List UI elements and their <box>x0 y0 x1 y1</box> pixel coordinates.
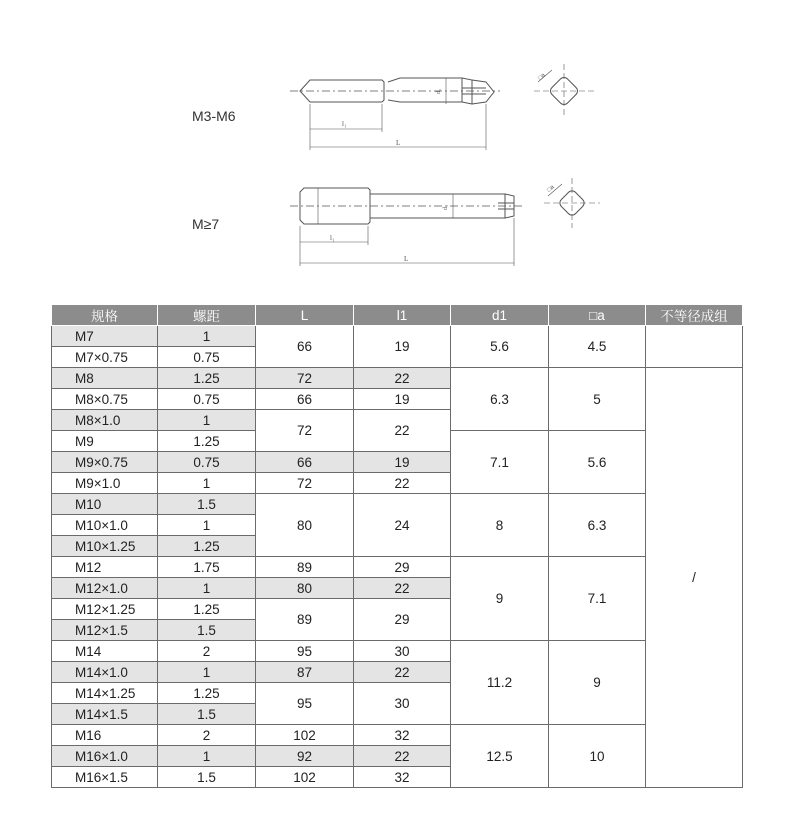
cell-a: 6.3 <box>549 494 646 557</box>
cell-l1: 19 <box>354 389 451 410</box>
cell-spec: M9 <box>52 431 158 452</box>
cell-L: 89 <box>256 599 354 641</box>
cell-spec: M14×1.25 <box>52 683 158 704</box>
cell-d1: 12.5 <box>451 725 549 788</box>
cell-spec: M16 <box>52 725 158 746</box>
cell-pitch: 1 <box>158 578 256 599</box>
table-row <box>52 725 743 746</box>
cell-a: 4.5 <box>549 326 646 368</box>
dim-l1-bottom: l₁ <box>330 234 335 242</box>
header-pitch: 螺距 <box>158 305 256 326</box>
cell-L: 80 <box>256 578 354 599</box>
cell-spec: M8×0.75 <box>52 389 158 410</box>
cell-l1: 19 <box>354 326 451 368</box>
cell-a: 5.6 <box>549 431 646 494</box>
figure-label-m7: M≥7 <box>192 216 220 232</box>
cell-spec: M12×1.5 <box>52 620 158 641</box>
cell-d1: 8 <box>451 494 549 557</box>
dim-l1-top: l₁ <box>342 120 347 128</box>
cell-spec: M10×1.0 <box>52 515 158 536</box>
figure-label-m3-m6: M3-M6 <box>192 108 236 124</box>
cell-pitch: 1.5 <box>158 704 256 725</box>
cell-pitch: 1.5 <box>158 620 256 641</box>
tap-drawing-m3-m6 <box>290 78 500 150</box>
cell-pitch: 1 <box>158 746 256 767</box>
cell-spec: M7 <box>52 326 158 347</box>
cell-pitch: 0.75 <box>158 452 256 473</box>
dim-a-top: □a <box>537 72 547 82</box>
table-row <box>52 368 743 389</box>
table-row <box>52 326 743 347</box>
cell-pitch: 1.5 <box>158 494 256 515</box>
cell-pitch: 1.5 <box>158 767 256 788</box>
cell-spec: M7×0.75 <box>52 347 158 368</box>
cell-spec: M10×1.25 <box>52 536 158 557</box>
cell-pitch: 1.25 <box>158 368 256 389</box>
cell-d1: 6.3 <box>451 368 549 431</box>
header-a: □a <box>549 305 646 326</box>
dim-L-bottom: L <box>404 255 409 263</box>
cell-pitch: 1.25 <box>158 536 256 557</box>
cell-L: 102 <box>256 725 354 746</box>
cell-a: 5 <box>549 368 646 431</box>
cell-l1: 24 <box>354 494 451 557</box>
cell-L: 92 <box>256 746 354 767</box>
cell-spec: M12 <box>52 557 158 578</box>
cell-l1: 22 <box>354 746 451 767</box>
cell-L: 95 <box>256 641 354 662</box>
cell-L: 89 <box>256 557 354 578</box>
cell-L: 72 <box>256 473 354 494</box>
cell-spec: M14×1.5 <box>52 704 158 725</box>
table-header-row <box>52 305 743 326</box>
dim-d1-top: d₁ <box>436 88 442 94</box>
cell-L: 72 <box>256 410 354 452</box>
cell-a: 9 <box>549 641 646 725</box>
header-group: 不等径成组 <box>646 305 743 326</box>
cell-l1: 29 <box>354 599 451 641</box>
cell-spec: M9×0.75 <box>52 452 158 473</box>
cell-pitch: 1.25 <box>158 599 256 620</box>
cell-l1: 29 <box>354 557 451 578</box>
cell-d1: 5.6 <box>451 326 549 368</box>
cell-L: 102 <box>256 767 354 788</box>
cell-spec: M12×1.0 <box>52 578 158 599</box>
cell-L: 66 <box>256 326 354 368</box>
cell-pitch: 1.75 <box>158 557 256 578</box>
cell-pitch: 2 <box>158 725 256 746</box>
header-L: L <box>256 305 354 326</box>
cell-L: 80 <box>256 494 354 557</box>
cell-L: 66 <box>256 452 354 473</box>
cell-pitch: 1.25 <box>158 431 256 452</box>
cell-l1: 22 <box>354 473 451 494</box>
cell-l1: 22 <box>354 662 451 683</box>
cell-d1: 11.2 <box>451 641 549 725</box>
header-spec: 规格 <box>52 305 158 326</box>
table-row <box>52 641 743 662</box>
header-l1: l1 <box>354 305 451 326</box>
cell-group <box>646 326 743 368</box>
cell-spec: M8 <box>52 368 158 389</box>
cell-l1: 22 <box>354 410 451 452</box>
cell-l1: 30 <box>354 641 451 662</box>
cell-pitch: 0.75 <box>158 347 256 368</box>
header-d1: d1 <box>451 305 549 326</box>
cell-d1: 7.1 <box>451 431 549 494</box>
cell-L: 87 <box>256 662 354 683</box>
tap-drawings <box>0 0 790 300</box>
table-row <box>52 494 743 515</box>
cell-l1: 30 <box>354 683 451 725</box>
cell-L: 66 <box>256 389 354 410</box>
cell-spec: M8×1.0 <box>52 410 158 431</box>
dim-d1-bottom: d₁ <box>443 204 449 210</box>
cell-l1: 32 <box>354 767 451 788</box>
cell-spec: M14×1.0 <box>52 662 158 683</box>
cell-l1: 32 <box>354 725 451 746</box>
cell-pitch: 0.75 <box>158 389 256 410</box>
cell-spec: M10 <box>52 494 158 515</box>
cell-L: 95 <box>256 683 354 725</box>
cell-pitch: 1 <box>158 662 256 683</box>
table-row <box>52 557 743 578</box>
cell-l1: 22 <box>354 368 451 389</box>
dim-a-bottom: □a <box>546 184 556 194</box>
cell-l1: 22 <box>354 578 451 599</box>
cell-group: / <box>646 368 743 788</box>
cell-a: 10 <box>549 725 646 788</box>
cell-spec: M12×1.25 <box>52 599 158 620</box>
cell-l1: 19 <box>354 452 451 473</box>
cell-d1: 9 <box>451 557 549 641</box>
cell-pitch: 2 <box>158 641 256 662</box>
cell-L: 72 <box>256 368 354 389</box>
dim-L-top: L <box>396 139 401 147</box>
cell-pitch: 1.25 <box>158 683 256 704</box>
square-end-view-top <box>534 64 596 118</box>
cell-pitch: 1 <box>158 473 256 494</box>
cell-spec: M14 <box>52 641 158 662</box>
cell-pitch: 1 <box>158 515 256 536</box>
spec-table <box>51 304 743 788</box>
cell-a: 7.1 <box>549 557 646 641</box>
cell-spec: M9×1.0 <box>52 473 158 494</box>
cell-spec: M16×1.0 <box>52 746 158 767</box>
table-body <box>52 326 743 788</box>
cell-spec: M16×1.5 <box>52 767 158 788</box>
cell-pitch: 1 <box>158 326 256 347</box>
cell-pitch: 1 <box>158 410 256 431</box>
